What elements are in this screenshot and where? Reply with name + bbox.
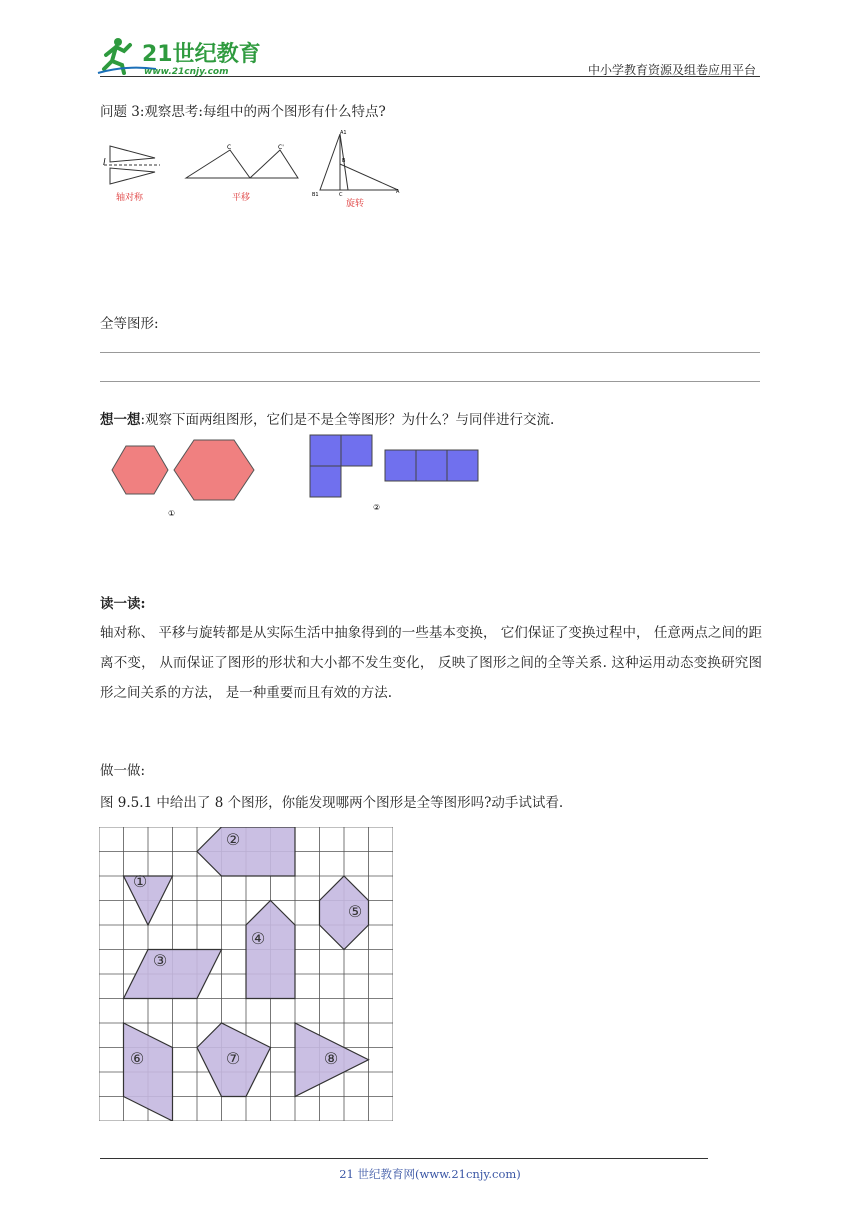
translation-figure	[186, 144, 298, 203]
do-title: 做一做:	[100, 763, 146, 779]
svg-text:B: B	[342, 158, 346, 164]
shape-label-5: ⑤	[347, 902, 363, 921]
think-prompt	[100, 408, 554, 428]
answer-line-1	[100, 352, 760, 353]
shape-4	[246, 901, 295, 999]
footer-divider	[100, 1158, 708, 1159]
grid-figure	[99, 827, 393, 1121]
svg-text:B1: B1	[312, 192, 319, 198]
header-divider	[100, 76, 760, 77]
rotation-label: 旋转	[346, 199, 365, 209]
shape-label-1: ①	[132, 872, 148, 891]
site-tagline: 中小学教育资源及组卷应用平台	[587, 63, 756, 77]
shape-label-2: ②	[225, 830, 241, 849]
axial-symmetry-figure	[103, 146, 160, 203]
answer-line-2	[100, 381, 760, 382]
svg-text:A: A	[396, 189, 400, 195]
think-label-1: ①	[168, 509, 176, 518]
shape-label-3: ③	[152, 951, 168, 970]
think-text: :观察下面两组图形，它们是不是全等图形？为什么？与同伴进行交流.	[140, 412, 555, 428]
svg-text:l: l	[103, 158, 106, 168]
question-3-text: 问题 3:观察思考:每组中的两个图形有什么特点?	[100, 104, 386, 120]
square-shapes	[310, 435, 478, 497]
footer-text: 21 世纪教育网(www.21cnjy.com)	[339, 1167, 521, 1181]
logo-text: 21世纪教育	[142, 42, 261, 67]
think-label-2: ②	[373, 503, 381, 512]
rotation-figure	[312, 130, 400, 209]
shape-6	[124, 1023, 173, 1121]
do-text: 图 9.5.1 中给出了 8 个图形，你能发现哪两个图形是全等图形吗?动手试试看.	[100, 795, 564, 811]
translation-label: 平移	[232, 193, 251, 203]
logo-url: www.21cnjy.com	[144, 67, 229, 77]
logo	[96, 33, 266, 77]
read-body: 轴对称、 平移与旋转都是从实际生活中抽象得到的一些基本变换， 它们保证了变换过程中， 任意两点之间的距离不变， 从而保证了图形的形状和大小都不发生变化， 反映了图形之间的全等关系. 这种运用动态变换研究图形之间关系的方法， 是一种重要而且有效的方法.	[100, 625, 762, 701]
shape-label-4: ④	[250, 929, 266, 948]
svg-text:A1: A1	[340, 130, 347, 136]
hexagon-pair	[112, 440, 254, 518]
congruent-label: 全等图形:	[100, 316, 159, 332]
shape-2	[197, 827, 295, 876]
svg-text:C: C	[227, 144, 232, 151]
axial-symmetry-label: 轴对称	[116, 193, 144, 203]
think-title: 想一想	[100, 412, 141, 428]
read-title: 读一读:	[100, 596, 146, 612]
svg-text:C: C	[339, 192, 343, 198]
think-figures	[100, 432, 490, 522]
shape-label-7: ⑦	[225, 1049, 241, 1068]
shape-label-6: ⑥	[129, 1049, 145, 1068]
transform-figures	[100, 130, 410, 214]
shape-label-8: ⑧	[323, 1049, 339, 1068]
svg-text:C': C'	[278, 144, 284, 151]
shape-3	[124, 950, 222, 999]
